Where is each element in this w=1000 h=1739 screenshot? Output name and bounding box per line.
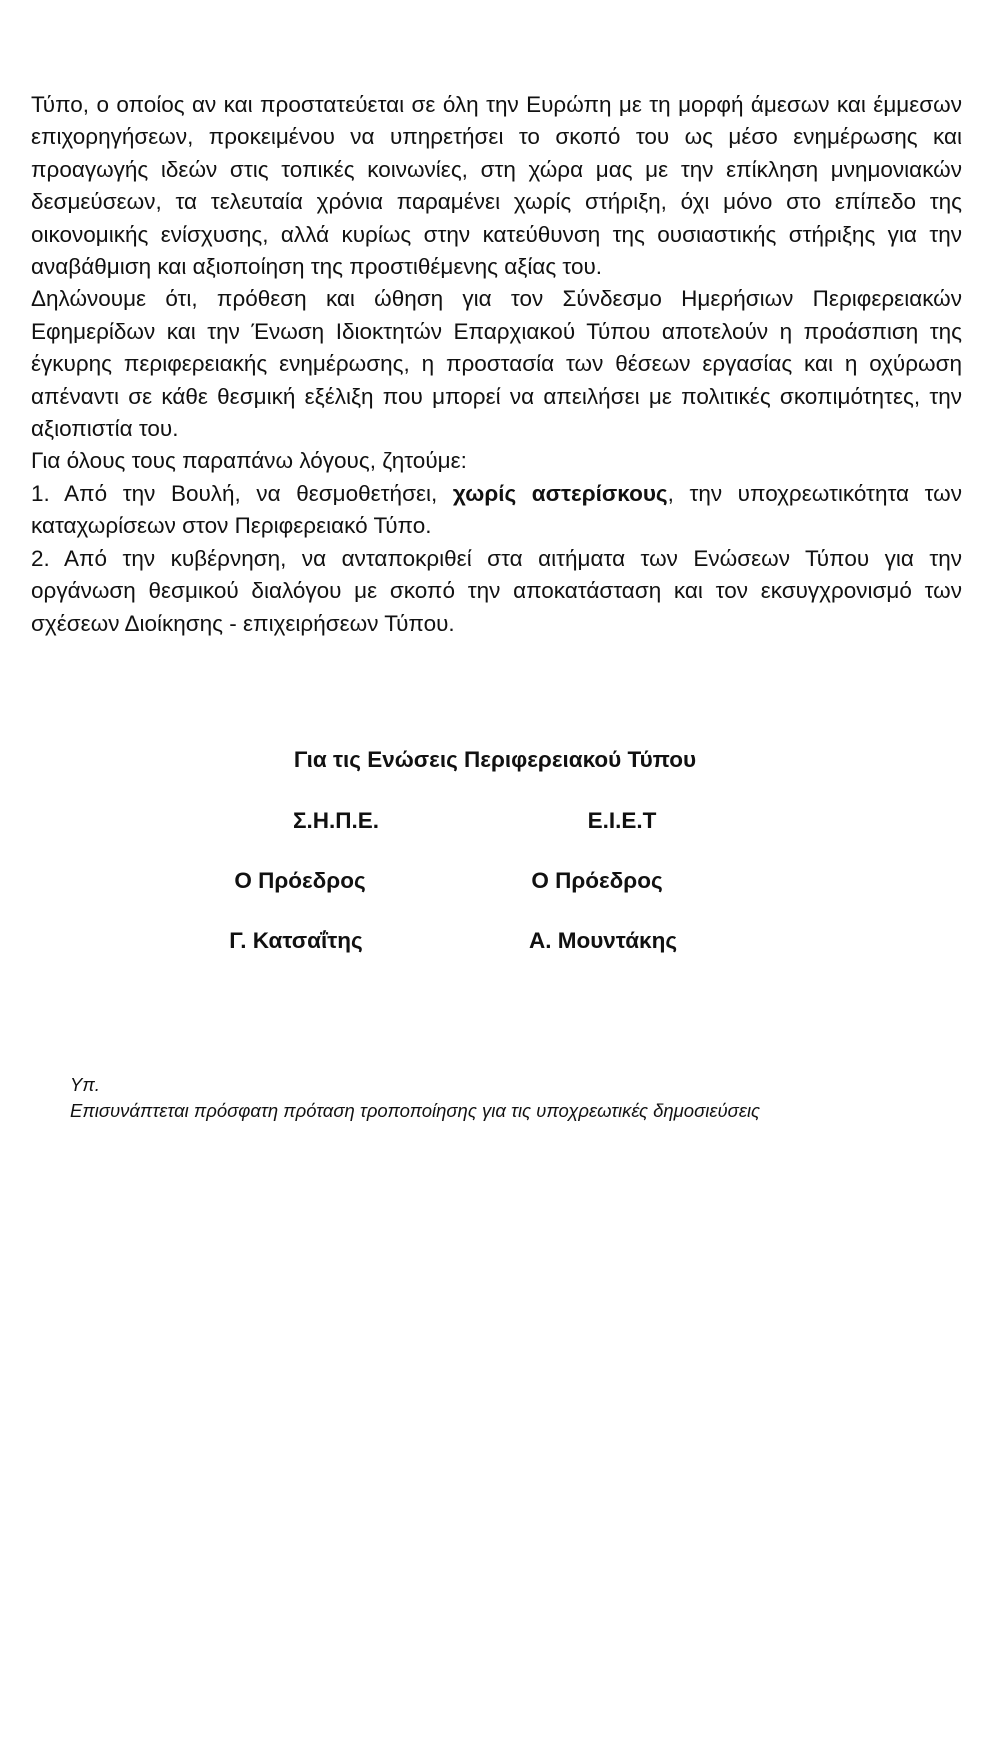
- demand-item-1: [31, 478, 962, 543]
- demand-item-2: 2. Από την κυβέρνηση, να ανταποκριθεί στα αιτήματα των Ενώσεων Τύπου για την οργάνωση θεσμικού διαλόγου με σκοπό την αποκατάσταση και τον εκσυγχρονισμό των σχέσεων Διοίκησης - επιχειρήσεων Τύπου.: [31, 545, 962, 636]
- paragraph-request-intro: Για όλους τους παραπάνω λόγους, ζητούμε:: [31, 448, 467, 474]
- note-label: Υπ.: [70, 1074, 100, 1095]
- demand-1-text-after: , την υποχρεωτικότητα των καταχωρίσεων στον Περιφερειακό Τύπο.: [31, 480, 962, 539]
- signature-heading: Για τις Ενώσεις Περιφερειακού Τύπου: [293, 747, 697, 772]
- signature-right-name: Α. Μουντάκης: [528, 928, 678, 953]
- letter-body: [31, 89, 962, 640]
- signature-left-role: Ο Πρόεδρος: [234, 868, 366, 893]
- signature-left-org: Σ.Η.Π.Ε.: [292, 808, 380, 833]
- paragraph-declaration: Δηλώνουμε ότι, πρόθεση και ώθηση για τον Σύνδεσμο Ημερήσιων Περιφερειακών Εφημερίδων και την Ένωση Ιδιοκτητών Επαρχιακού Τύπου αποτελούν η προάσπιση της έγκυρης περιφερειακής ενημέρωσης, η προστασία των θέσεων εργασίας και η οχύρωση απέναντι σε κάθε θεσμική εξέλιξη που μπορεί να απειλήσει με πολιτικές σκοπιμότητες, την αξιοπιστία του.: [31, 286, 962, 442]
- paragraph-intro: Τύπο, ο οποίος αν και προστατεύεται σε όλη την Ευρώπη με τη μορφή άμεσων και έμμεσων επιχορηγήσεων, προκειμένου να υπηρετήσει το σκοπό του ως μέσο ενημέρωσης και προαγωγής ιδεών στις τοπικές κοινωνίες, στη χώρα μας με την επίκληση μνημονιακών δεσμεύσεων, τα τελευταία χρόνια παραμένει χωρίς στήριξη, όχι μόνο στο επίπεδο της οικονομικής ενίσχυσης, αλλά κυρίως στην κατεύθυνση της ουσιαστικής στήριξης για την αναβάθμιση και αξιοποίηση της προστιθέμενης αξίας του.: [31, 92, 962, 280]
- demand-1-text-before: 1. Από την Βουλή, να θεσμοθετήσει,: [31, 480, 453, 506]
- demand-1-emphasis: χωρίς αστερίσκους: [452, 480, 668, 506]
- note-attachment-text: Επισυνάπτεται πρόσφατη πρόταση τροποποίησης για τις υποχρεωτικές δημοσιεύσεις: [70, 1100, 761, 1121]
- signature-left-name: Γ. Κατσαΐτης: [229, 928, 363, 953]
- signature-right-org: Ε.Ι.Ε.Τ: [587, 808, 657, 833]
- signature-right-role: Ο Πρόεδρος: [531, 868, 663, 893]
